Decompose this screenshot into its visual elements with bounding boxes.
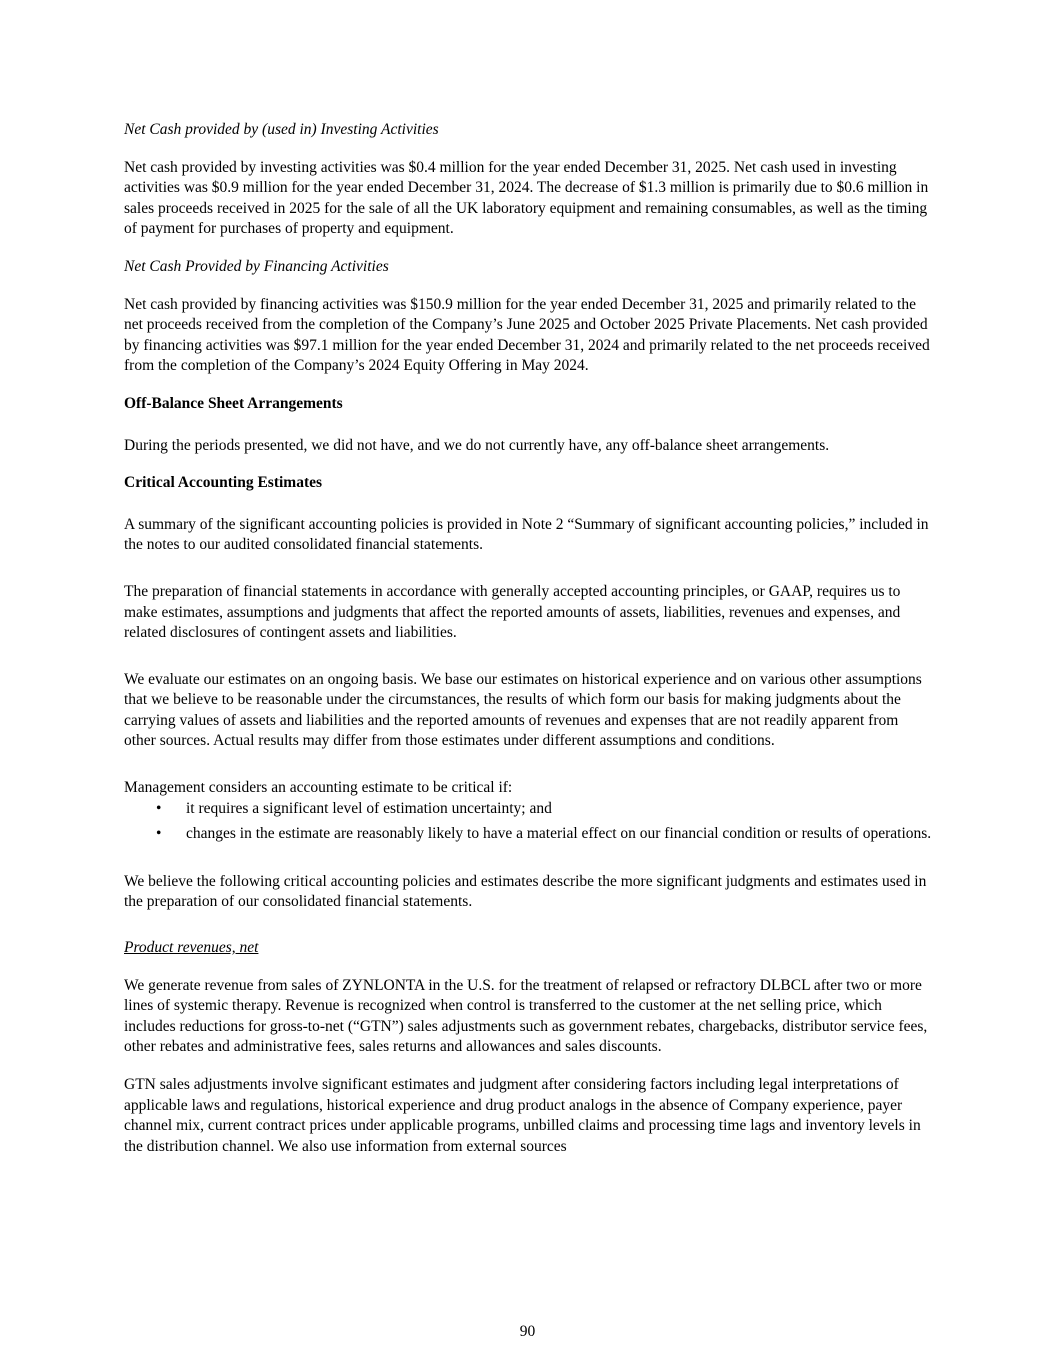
product-revenues-heading: Product revenues, net — [124, 938, 259, 956]
offbalance-paragraph: During the periods presented, we did not have, and we do not currently have, any off-balance sheet arrangements. — [124, 436, 830, 454]
critical-heading: Critical Accounting Estimates — [124, 474, 323, 492]
critical-paragraph-1: A summary of the significant accounting policies is provided in Note 2 “Summary of significant accounting policies,” included in the notes to our audited consolidated financial statements. — [124, 515, 929, 554]
page-number: 90 — [519, 1323, 536, 1340]
list-item-text: changes in the estimate are reasonably likely to have a material effect on our financial condition or results of operations. — [186, 825, 932, 843]
product-paragraph-1: We generate revenue from sales of ZYNLONTA in the U.S. for the treatment of relapsed or refractory DLBCL after two or more lines of systemic therapy. Revenue is recognized when control is transferred to the customer at the net selling price, which includes reductions for gross-to-net (“GTN”) sales adjustments such as government rebates, chargebacks, distributor service fees, other rebates and administrative fees, sales returns and allowances and sales discounts. — [124, 976, 928, 1056]
bullet-icon: • — [156, 799, 162, 817]
product-paragraph-2: GTN sales adjustments involve significant estimates and judgment after considering factors including legal interpretations of applicable laws and regulations, historical experience and drug product analogs in the absence of Company experience, payer channel mix, current contract prices under applicable programs, unbilled claims and processing time lags and inventory levels in the distribution channel. We also use information from external sources — [124, 1075, 921, 1155]
financing-paragraph: Net cash provided by financing activities was $150.9 million for the year ended December 31, 2025 and primarily related to the net proceeds received from the completion of the Company’s June 2025 and October 2025 Private Placements. Net cash provided by financing activities was $97.1 million for the year ended December 31, 2024 and primarily related to the net proceeds received from the completion of the Company’s 2024 Equity Offering in May 2024. — [124, 295, 930, 375]
list-item — [124, 822, 932, 847]
list-item-text: it requires a significant level of estimation uncertainty; and — [186, 799, 552, 817]
bullet-icon: • — [156, 825, 162, 843]
critical-paragraph-4: We believe the following critical accounting policies and estimates describe the more significant judgments and estimates used in the preparation of our consolidated financial statements. — [124, 872, 927, 911]
critical-criteria-list — [124, 799, 932, 847]
investing-paragraph: Net cash provided by investing activities was $0.4 million for the year ended December 31, 2025. Net cash used in investing activities was $0.9 million for the year ended December 31, 2024. The decrease of $1.3 million is primarily due to $0.6 million in sales proceeds received in 2025 for the sale of all the UK laboratory equipment and remaining consumables, as well as the timing of payment for purchases of property and equipment. — [124, 158, 929, 238]
critical-intro: Management considers an accounting estimate to be critical if: — [124, 779, 513, 797]
list-item — [124, 799, 932, 820]
critical-paragraph-2: The preparation of financial statements in accordance with generally accepted accounting principles, or GAAP, requires us to make estimates, assumptions and judgments that affect the reported amounts of assets, liabilities, revenues and expenses, and related disclosures of contingent assets and liabilities. — [124, 582, 901, 642]
investing-heading: Net Cash provided by (used in) Investing Activities — [124, 121, 439, 138]
document-page — [124, 120, 932, 1157]
offbalance-heading: Off-Balance Sheet Arrangements — [124, 394, 343, 412]
critical-paragraph-3: We evaluate our estimates on an ongoing basis. We base our estimates on historical experience and on various other assumptions that we believe to be reasonable under the circumstances, the results of which form our basis for making judgments about the carrying values of assets and liabilities and the reported amounts of revenues and expenses that are not readily apparent from other sources. Actual results may differ from those estimates under different assumptions and conditions. — [124, 670, 922, 750]
financing-heading: Net Cash Provided by Financing Activities — [124, 257, 389, 275]
